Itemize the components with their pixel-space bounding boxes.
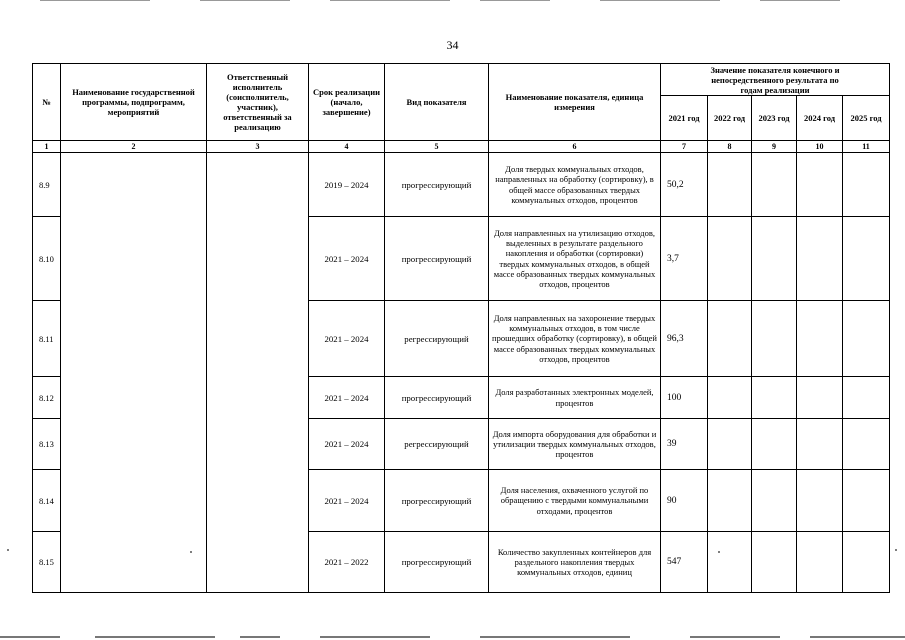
row-indicator: Количество закупленных контейнеров для раздельного накопления твердых коммунальных отходов, единиц xyxy=(489,532,661,593)
value-2024 xyxy=(797,301,843,377)
row-number: 8.10 xyxy=(33,217,61,301)
row-number: 8.15 xyxy=(33,532,61,593)
column-number: 11 xyxy=(843,141,890,153)
value-2022 xyxy=(708,532,752,593)
value-2022 xyxy=(708,419,752,470)
value-2021: 100 xyxy=(661,377,708,419)
row-kind: регрессирующий xyxy=(385,301,489,377)
column-numbers-row xyxy=(33,141,890,153)
column-number: 9 xyxy=(752,141,797,153)
row-period: 2021 – 2024 xyxy=(309,419,385,470)
value-2024 xyxy=(797,419,843,470)
scan-speck xyxy=(190,551,192,553)
value-2022 xyxy=(708,470,752,532)
header-program: Наименование государственной программы, подпрограмм, мероприятий xyxy=(61,64,207,141)
row-kind: прогрессирующий xyxy=(385,217,489,301)
column-number: 6 xyxy=(489,141,661,153)
value-2024 xyxy=(797,532,843,593)
value-2021: 90 xyxy=(661,470,708,532)
value-2025 xyxy=(843,377,890,419)
row-number: 8.13 xyxy=(33,419,61,470)
scan-speck xyxy=(895,549,897,551)
row-kind: прогрессирующий xyxy=(385,470,489,532)
value-2023 xyxy=(752,470,797,532)
header-year-2023: 2023 год xyxy=(752,96,797,141)
value-2023 xyxy=(752,377,797,419)
row-indicator: Доля населения, охваченного услугой по обращению с твердыми коммунальными отходами, процентов xyxy=(489,470,661,532)
value-2021: 50,2 xyxy=(661,153,708,217)
header-values-group: Значение показателя конечного и непосредственного результата по годам реализации xyxy=(661,64,890,96)
value-2023 xyxy=(752,532,797,593)
value-2025 xyxy=(843,419,890,470)
row-period: 2021 – 2024 xyxy=(309,301,385,377)
column-number: 10 xyxy=(797,141,843,153)
column-number: 7 xyxy=(661,141,708,153)
row-number: 8.14 xyxy=(33,470,61,532)
row-period: 2021 – 2024 xyxy=(309,470,385,532)
row-indicator: Доля направленных на утилизацию отходов, выделенных в результате раздельного накопления и обработки (сортировки) твердых коммунальных отходов, в общей массе образованных твердых коммунальных отходов, процентов xyxy=(489,217,661,301)
value-2024 xyxy=(797,217,843,301)
row-period: 2021 – 2024 xyxy=(309,377,385,419)
page-number: 34 xyxy=(446,38,459,52)
header-kind: Вид показателя xyxy=(385,64,489,141)
value-2025 xyxy=(843,532,890,593)
column-number: 1 xyxy=(33,141,61,153)
value-2022 xyxy=(708,377,752,419)
value-2023 xyxy=(752,301,797,377)
row-indicator: Доля разработанных электронных моделей, процентов xyxy=(489,377,661,419)
table-row xyxy=(33,153,890,217)
value-2021: 39 xyxy=(661,419,708,470)
header-period: Срок реализации (начало, завершение) xyxy=(309,64,385,141)
row-kind: прогрессирующий xyxy=(385,532,489,593)
row-period: 2021 – 2024 xyxy=(309,217,385,301)
header-no: № xyxy=(33,64,61,141)
column-number: 2 xyxy=(61,141,207,153)
value-2024 xyxy=(797,470,843,532)
header-indicator: Наименование показателя, единица измерения xyxy=(489,64,661,141)
row-kind: прогрессирующий xyxy=(385,153,489,217)
header-year-2025: 2025 год xyxy=(843,96,890,141)
row-period: 2021 – 2022 xyxy=(309,532,385,593)
value-2025 xyxy=(843,470,890,532)
value-2023 xyxy=(752,153,797,217)
value-2024 xyxy=(797,153,843,217)
column-number: 3 xyxy=(207,141,309,153)
value-2021: 96,3 xyxy=(661,301,708,377)
value-2024 xyxy=(797,377,843,419)
value-2025 xyxy=(843,217,890,301)
row-kind: регрессирующий xyxy=(385,419,489,470)
value-2021: 547 xyxy=(661,532,708,593)
value-2022 xyxy=(708,153,752,217)
header-year-2021: 2021 год xyxy=(661,96,708,141)
row-kind: прогрессирующий xyxy=(385,377,489,419)
row-number: 8.9 xyxy=(33,153,61,217)
row-indicator: Доля импорта оборудования для обработки и утилизации твердых коммунальных отходов, процентов xyxy=(489,419,661,470)
column-number: 4 xyxy=(309,141,385,153)
indicators-table xyxy=(32,63,890,593)
value-2022 xyxy=(708,217,752,301)
value-2025 xyxy=(843,301,890,377)
column-number: 8 xyxy=(708,141,752,153)
scan-speck xyxy=(718,551,720,553)
row-indicator: Доля твердых коммунальных отходов, направленных на обработку (сортировку), в общей массе образованных твердых коммунальных отходов, процентов xyxy=(489,153,661,217)
value-2022 xyxy=(708,301,752,377)
header-executor: Ответственный исполнитель (соисполнитель, участник), ответственный за реализацию xyxy=(207,64,309,141)
row-number: 8.11 xyxy=(33,301,61,377)
value-2023 xyxy=(752,419,797,470)
header-year-2024: 2024 год xyxy=(797,96,843,141)
row-indicator: Доля направленных на захоронение твердых коммунальных отходов, в том числе прошедших обработку (сортировку), в общей массе образованных твердых коммунальных отходов, процентов xyxy=(489,301,661,377)
column-number: 5 xyxy=(385,141,489,153)
value-2025 xyxy=(843,153,890,217)
program-cell xyxy=(61,153,207,593)
value-2021: 3,7 xyxy=(661,217,708,301)
executor-cell xyxy=(207,153,309,593)
row-number: 8.12 xyxy=(33,377,61,419)
header-year-2022: 2022 год xyxy=(708,96,752,141)
row-period: 2019 – 2024 xyxy=(309,153,385,217)
value-2023 xyxy=(752,217,797,301)
scan-speck xyxy=(7,549,9,551)
